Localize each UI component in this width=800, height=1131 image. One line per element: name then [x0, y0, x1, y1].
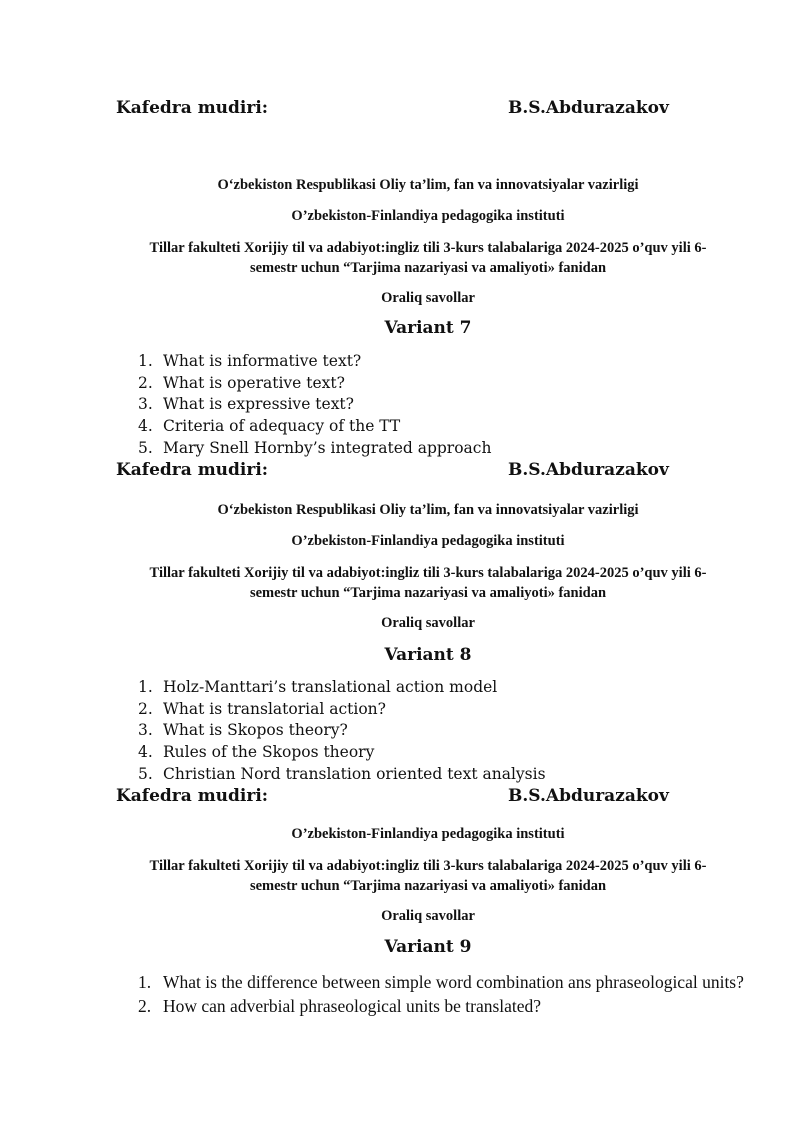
institute-line: O’zbekiston-Finlandiya pedagogika instituti: [291, 208, 565, 224]
question-text: What is translatorial action?: [163, 699, 386, 718]
question-list: [138, 970, 758, 1018]
list-item: [138, 394, 758, 416]
subtitle: Oraliq savollar: [381, 290, 475, 306]
list-item: [138, 994, 758, 1018]
item-number: 5.: [138, 438, 153, 457]
subtitle: Oraliq savollar: [381, 615, 475, 631]
question-text: What is the difference between simple word combination ans phraseological units?: [163, 972, 744, 992]
signature-label: Kafedra mudiri:: [116, 786, 269, 806]
list-item: [138, 416, 758, 438]
faculty-line-1: Tillar fakulteti Xorijiy til va adabiyot:ingliz tili 3-kurs talabalariga 2024-2025 o’quv yili 6-: [149, 858, 707, 874]
signature: [116, 460, 669, 484]
item-number: 5.: [138, 764, 153, 783]
list-item: [138, 438, 758, 460]
item-number: 1.: [138, 972, 152, 992]
question-text: Christian Nord translation oriented text analysis: [163, 764, 546, 783]
signature-label: Kafedra mudiri:: [116, 460, 269, 480]
list-item: [138, 373, 758, 395]
list-item: [138, 720, 758, 742]
variant-title: Variant 8: [384, 645, 472, 665]
signature-name: B.S.Abdurazakov: [508, 98, 669, 118]
question-text: What is Skopos theory?: [163, 721, 348, 740]
list-item: [138, 764, 758, 786]
subtitle: Oraliq savollar: [381, 908, 475, 924]
question-list: [138, 677, 758, 786]
item-number: 2.: [138, 699, 153, 718]
question-text: Mary Snell Hornby’s integrated approach: [163, 438, 492, 457]
list-item: [138, 677, 758, 699]
institute-line: O’zbekiston-Finlandiya pedagogika instituti: [291, 826, 565, 842]
signature-name: B.S.Abdurazakov: [508, 786, 669, 806]
item-number: 3.: [138, 721, 153, 740]
item-number: 1.: [138, 352, 153, 370]
list-item: [138, 351, 758, 373]
institute-line: O’zbekiston-Finlandiya pedagogika instituti: [291, 533, 565, 549]
list-item: [138, 742, 758, 764]
question-text: What is expressive text?: [163, 395, 354, 414]
faculty-line-2: semestr uchun “Tarjima nazariyasi va amaliyoti» fanidan: [249, 878, 607, 894]
signature-name: B.S.Abdurazakov: [508, 460, 669, 480]
question-text: Rules of the Skopos theory: [163, 743, 375, 762]
faculty-line-2: semestr uchun “Tarjima nazariyasi va amaliyoti» fanidan: [249, 260, 607, 276]
faculty-line-1: Tillar fakulteti Xorijiy til va adabiyot:ingliz tili 3-kurs talabalariga 2024-2025 o’quv yili 6-: [149, 240, 707, 256]
top-signature: [116, 98, 669, 122]
faculty-line-1: Tillar fakulteti Xorijiy til va adabiyot:ingliz tili 3-kurs talabalariga 2024-2025 o’quv yili 6-: [149, 565, 707, 581]
question-text: What is operative text?: [163, 373, 345, 392]
faculty-line-2: semestr uchun “Tarjima nazariyasi va amaliyoti» fanidan: [249, 585, 607, 601]
question-list: [138, 351, 758, 460]
item-number: 1.: [138, 678, 153, 696]
signature: [116, 786, 669, 810]
item-number: 4.: [138, 743, 153, 762]
signature-label: Kafedra mudiri:: [116, 98, 269, 118]
item-number: 3.: [138, 395, 153, 414]
list-item: [138, 970, 758, 994]
item-number: 2.: [138, 996, 152, 1016]
variant-title: Variant 9: [384, 937, 472, 957]
list-item: [138, 699, 758, 721]
item-number: 4.: [138, 417, 153, 436]
variant-title: Variant 7: [384, 318, 472, 338]
ministry-line: O‘zbekiston Respublikasi Oliy ta’lim, fan va innovatsiyalar vazirligi: [217, 177, 639, 193]
question-text: What is informative text?: [163, 352, 362, 370]
question-text: Criteria of adequacy of the TT: [163, 417, 401, 436]
question-text: How can adverbial phraseological units be translated?: [163, 996, 542, 1016]
ministry-line: O‘zbekiston Respublikasi Oliy ta’lim, fan va innovatsiyalar vazirligi: [217, 502, 639, 518]
question-text: Holz-Manttari’s translational action model: [163, 678, 498, 696]
item-number: 2.: [138, 373, 153, 392]
